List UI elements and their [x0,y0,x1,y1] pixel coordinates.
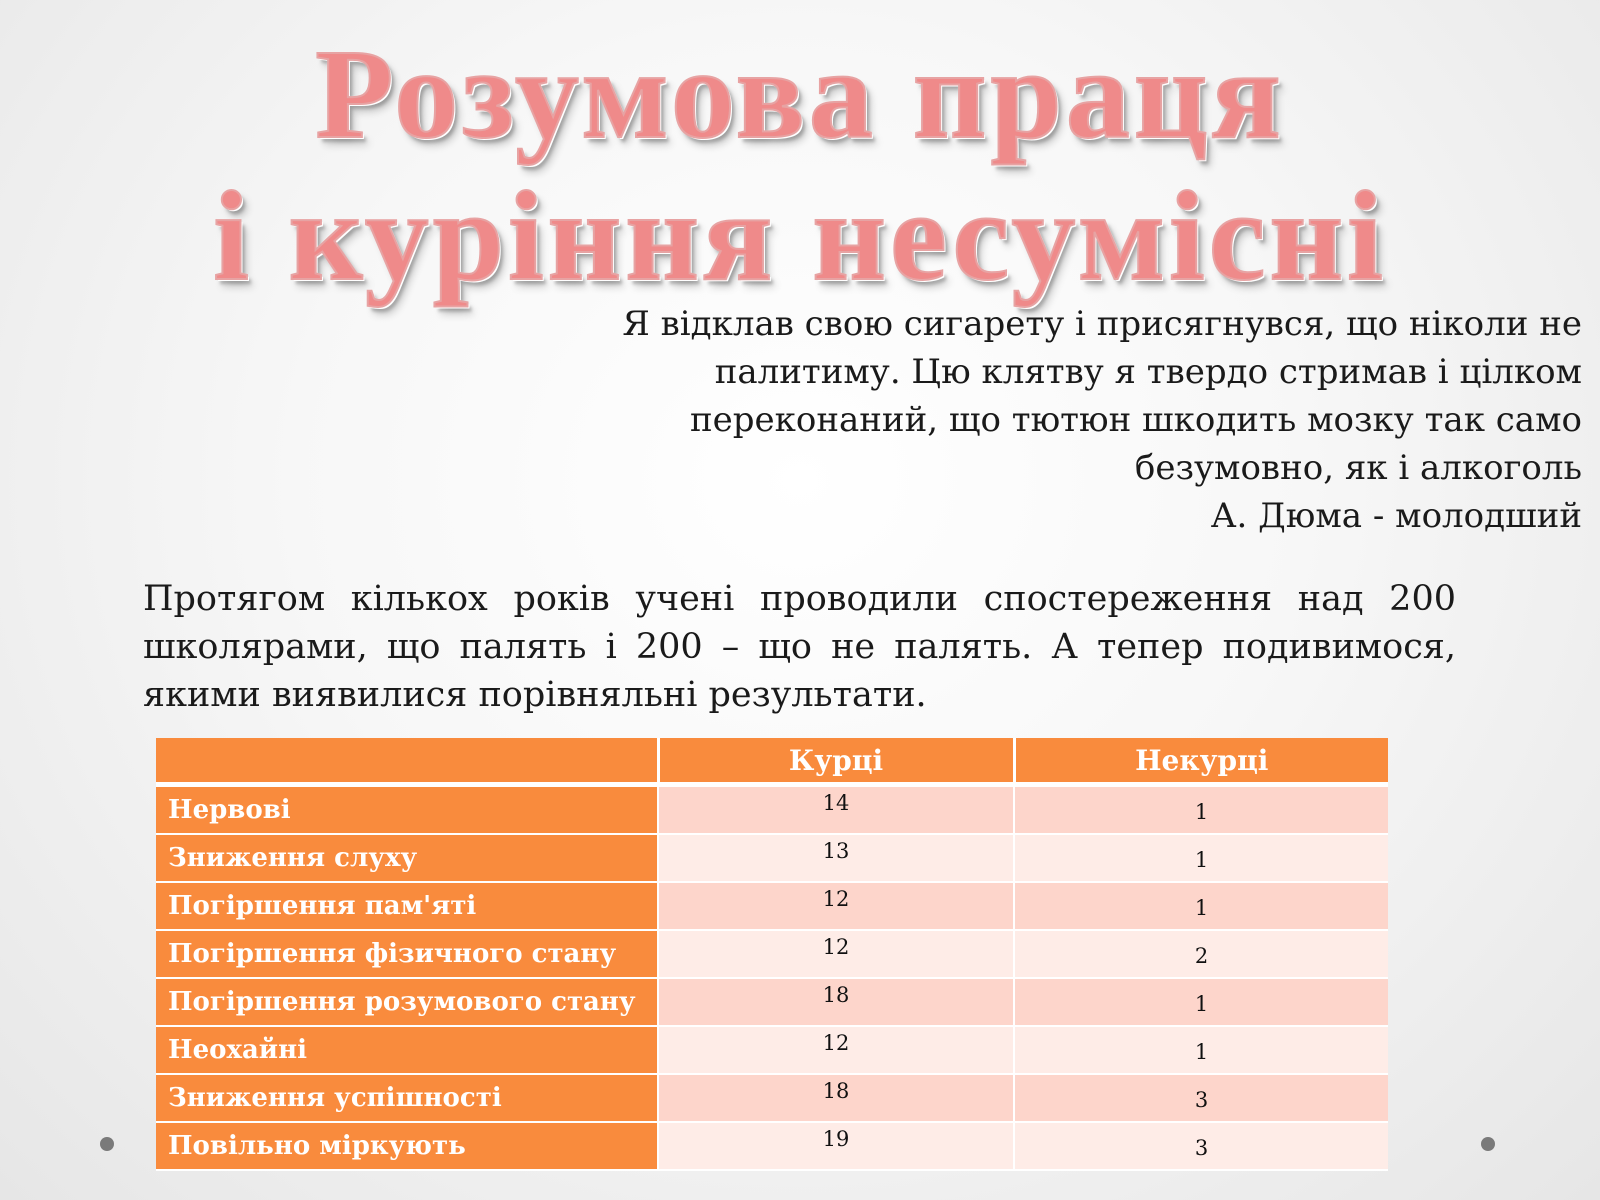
quote-line: безумовно, як і алкоголь [1134,448,1582,488]
nonsmokers-value: 1 [1014,882,1388,930]
header-smokers: Курці [658,738,1014,785]
quote-block [582,300,1582,540]
prev-slide-dot[interactable] [100,1137,114,1151]
table-row [156,930,1388,978]
table-row [156,1026,1388,1074]
header-nonsmokers: Некурці [1014,738,1388,785]
table-row [156,785,1388,835]
smokers-value: 18 [658,1074,1014,1122]
smokers-value: 14 [658,785,1014,835]
quote-line: Я відклав свою сигарету і присягнувся, що ніколи не [622,304,1582,344]
table-row [156,978,1388,1026]
quote-author: А. Дюма - молодший [1210,496,1582,536]
smokers-value: 18 [658,978,1014,1026]
nonsmokers-value: 3 [1014,1074,1388,1122]
table-row [156,834,1388,882]
quote-line: переконаний, що тютюн шкодить мозку так само [689,400,1582,440]
row-label: Погіршення розумового стану [156,978,658,1026]
table-row [156,1074,1388,1122]
nonsmokers-value: 1 [1014,834,1388,882]
row-label: Нервові [156,785,658,835]
smokers-value: 12 [658,930,1014,978]
row-label: Погіршення пам'яті [156,882,658,930]
row-label: Неохайні [156,1026,658,1074]
row-label: Зниження слуху [156,834,658,882]
next-slide-dot[interactable] [1481,1137,1495,1151]
row-label: Погіршення фізичного стану [156,930,658,978]
nonsmokers-value: 1 [1014,1026,1388,1074]
smokers-value: 12 [658,882,1014,930]
intro-paragraph: Протягом кількох років учені проводили спостереження над 200 школярами, що палять і 200 – що не палять. А тепер подивимося, якими виявилися порівняльні результати. [143,579,1456,715]
header-empty [156,738,658,785]
table-row [156,1122,1388,1170]
table-header-row [156,738,1388,785]
slide-title-line-1: Розумова праця [315,23,1285,165]
comparison-table [156,738,1388,1171]
row-label: Повільно міркують [156,1122,658,1170]
row-label: Зниження успішності [156,1074,658,1122]
smokers-value: 12 [658,1026,1014,1074]
slide-title-line-2: і куріння несумісні [213,165,1387,307]
smokers-value: 13 [658,834,1014,882]
nonsmokers-value: 3 [1014,1122,1388,1170]
quote-line: палитиму. Цю клятву я твердо стримав і цілком [714,352,1582,392]
nonsmokers-value: 2 [1014,930,1388,978]
smokers-value: 19 [658,1122,1014,1170]
nonsmokers-value: 1 [1014,785,1388,835]
table-row [156,882,1388,930]
nonsmokers-value: 1 [1014,978,1388,1026]
